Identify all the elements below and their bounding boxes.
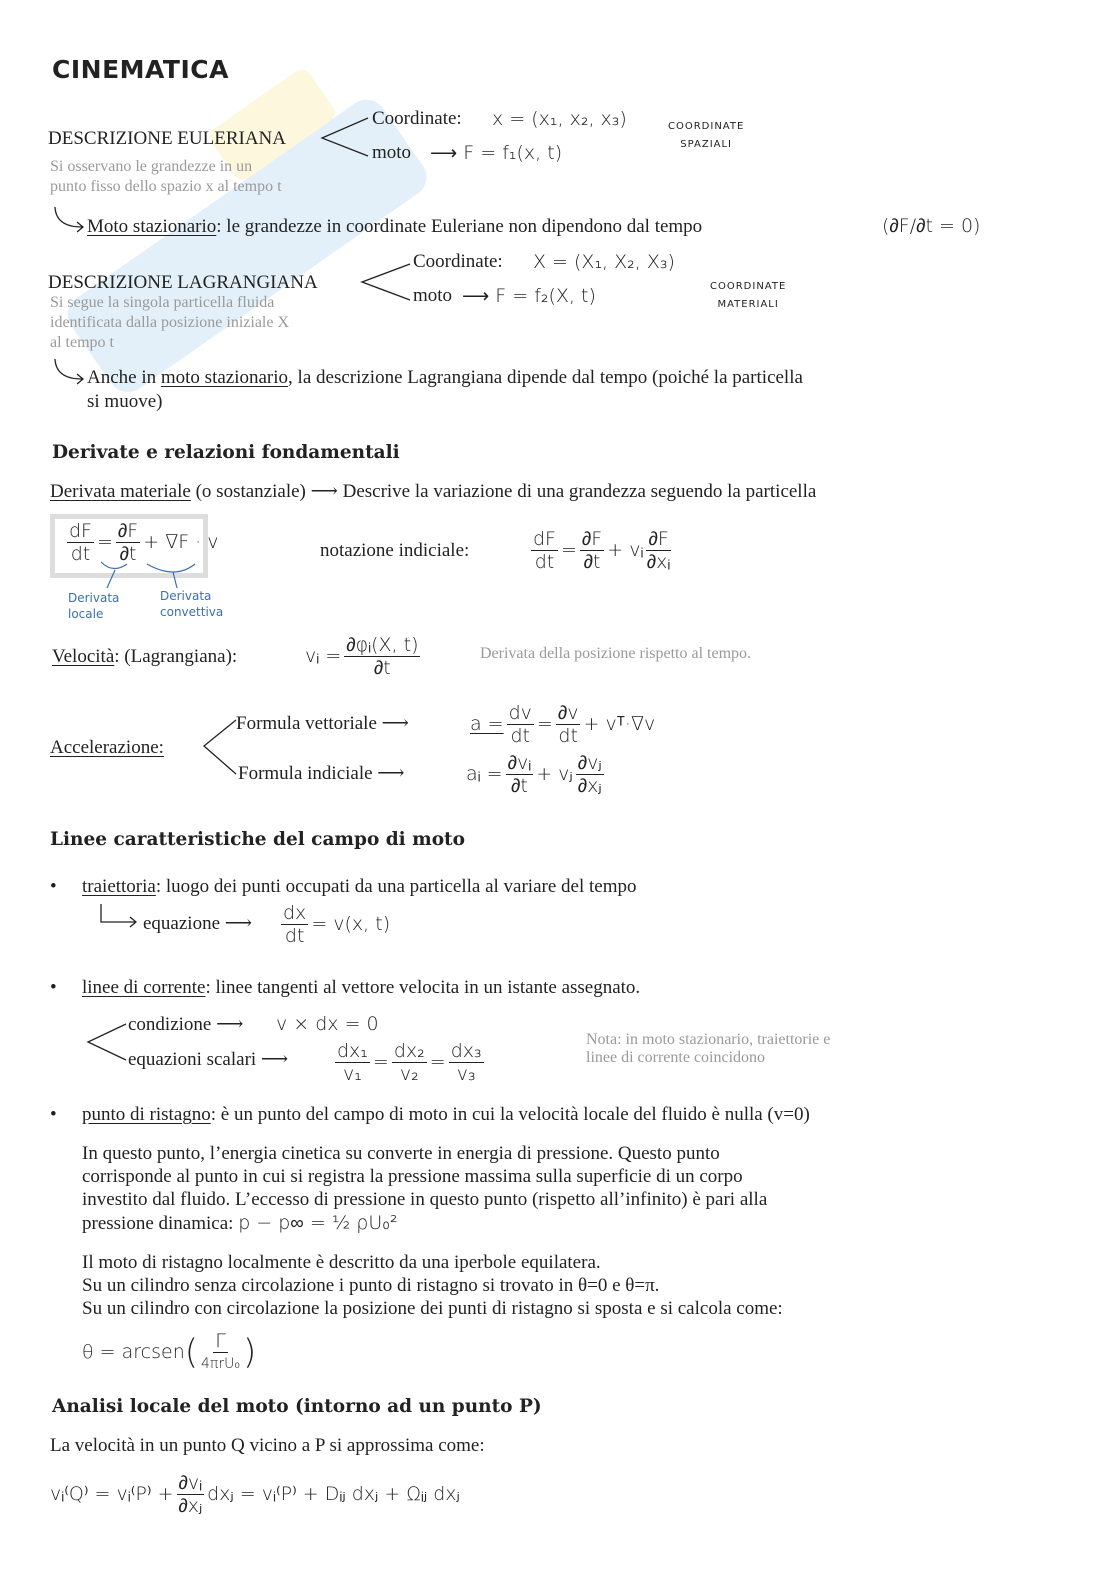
lagrange-coord-math: X = (X₁, X₂, X₃) — [533, 251, 675, 273]
euler-moto-formula: F = f₁(x, t) — [463, 142, 563, 164]
note-term: moto stazionario — [160, 367, 289, 388]
velocita-text: : (Lagrangiana): — [114, 646, 238, 667]
euler-desc-1: Si osservano le grandezze in un — [50, 158, 253, 175]
denominator: v₃ — [456, 1063, 476, 1085]
convective-term: + ∇F · v — [143, 531, 219, 553]
denominator: dt — [284, 925, 305, 947]
theta-formula — [82, 1330, 256, 1375]
branch-bracket — [318, 116, 370, 160]
numerator: dx₃ — [450, 1040, 482, 1062]
denominator: 4πrU₀ — [201, 1356, 240, 1372]
ristagno-item — [82, 1104, 810, 1126]
fraction — [67, 520, 94, 565]
brace-lines — [95, 560, 205, 590]
label-derivata-locale — [68, 590, 119, 622]
lagrange-heading: DESCRIZIONE LAGRANGIANA — [48, 272, 318, 293]
numerator: ∂vᵢ — [507, 752, 532, 774]
equation-rhs: = v(x, t) — [311, 913, 391, 935]
label-line: convettiva — [160, 605, 224, 619]
formula-rest: dxⱼ = vᵢ⁽P⁾ + Dᵢⱼ dxⱼ + Ωᵢⱼ dxⱼ — [207, 1483, 460, 1505]
bullet: • — [50, 876, 57, 897]
derivata-materiale — [50, 480, 816, 503]
analisi-formula — [50, 1472, 460, 1517]
ristagno-p2: corrisponde al punto in cui si registra la pressione massima sulla superficie di un corpo — [82, 1166, 743, 1187]
euler-stationary — [87, 216, 702, 238]
bullet: • — [50, 977, 57, 998]
velocity-term: + vⱼ — [536, 763, 573, 785]
ristagno-q2: Su un cilindro senza circolazione i punto di ristagno si trovato in θ=0 e θ=π. — [82, 1275, 660, 1296]
euler-coord-label: Coordinate: — [372, 108, 462, 129]
nota-1: Nota: in moto stazionario, traiettorie e — [586, 1031, 831, 1048]
denominator: dt — [558, 725, 578, 747]
indicial-formula: $\frac{dF}{dt}$ = $\frac{\partial F}{\partial t}$ + vᵢ $\frac{\partial F}{\text{∂xᵢ}}$ — [533, 528, 671, 573]
fraction — [580, 528, 604, 573]
fraction — [344, 634, 420, 679]
label-line: Derivata — [160, 589, 212, 603]
numerator: ∂φᵢ(X, t) — [346, 634, 419, 656]
velocita-label — [52, 646, 237, 668]
numerator: ∂v — [557, 702, 579, 724]
fraction — [449, 1040, 484, 1085]
hook-arrow-icon — [98, 902, 142, 930]
velocity-term: + vᵢ — [607, 539, 644, 561]
condizione-label: condizione ⟶ — [128, 1014, 244, 1035]
section-heading-derivate: Derivate e relazioni fondamentali — [52, 442, 400, 463]
euler-heading: DESCRIZIONE EULERIANA — [48, 128, 287, 149]
note-text: , la descrizione Lagrangiana dipende dal tempo (poiché la particella — [288, 367, 803, 388]
denominator: v₂ — [399, 1063, 419, 1085]
numerator: ∂F — [648, 528, 669, 550]
derivata-term: Derivata materiale — [50, 481, 191, 502]
scalar-equations: $\frac{\text{dx₁}}{\text{v₁}}$ = $\frac{\text{dx₂}}{\text{v₂}}$ = $\frac{\text{dx₃}}{\text{v₃}}$ — [337, 1040, 482, 1085]
page-title: CINEMATICA — [52, 55, 229, 84]
section-heading-analisi: Analisi locale del moto (intorno ad un punto P) — [52, 1396, 542, 1417]
paren: ( — [184, 1332, 199, 1373]
ristagno-text: : è un punto del campo di moto in cui la velocità locale del fluido è nulla (v=0) — [210, 1104, 810, 1125]
denominator: ∂t — [119, 543, 137, 565]
ristagno-p3: investito dal fluido. L’eccesso di pressione in questo punto (rispetto all’infinito) è pari alla — [82, 1189, 768, 1210]
accel-label — [50, 737, 164, 759]
accel-ind-label: Formula indiciale ⟶ — [238, 763, 405, 784]
ristagno-p4 — [82, 1212, 398, 1235]
ristagno-term: punto di ristagno — [82, 1104, 211, 1125]
denominator: v₁ — [343, 1063, 362, 1085]
denominator: ∂t — [373, 657, 391, 679]
fraction — [201, 1330, 240, 1375]
fraction — [507, 702, 534, 747]
corrente-text: : linee tangenti al vettore velocita in un istante assegnato. — [205, 977, 641, 998]
numerator: dF — [69, 520, 92, 542]
lagrange-moto-math: ⟶ F = f₂(X, t) — [462, 285, 596, 307]
indicial-label: notazione indiciale: — [320, 540, 470, 561]
stationary-term: Moto stazionario — [87, 216, 217, 237]
condizione-math: v × dx = 0 — [276, 1013, 379, 1035]
euler-moto-label: moto — [372, 142, 412, 163]
side-note-line: COORDINATE — [668, 121, 745, 132]
fraction — [177, 1472, 205, 1517]
numerator: dx₂ — [393, 1040, 425, 1062]
stationary-math: (∂F/∂t = 0) — [882, 215, 981, 237]
accel-term: Accelerazione: — [50, 737, 164, 758]
fraction — [506, 752, 534, 797]
euler-side-note — [668, 118, 744, 154]
velocita-term: Velocità — [52, 646, 115, 667]
lagrange-side-note — [710, 278, 786, 314]
lagrange-moto-label: moto — [413, 285, 453, 306]
ristagno-q3: Su un cilindro con circolazione la posizione dei punti di ristagno si sposta e si calcola come: — [82, 1298, 783, 1319]
lagrange-desc-1: Si segue la singola particella fluida — [50, 294, 275, 311]
branch-bracket — [84, 1020, 128, 1066]
equazione-label: equazione ⟶ — [143, 913, 252, 934]
accel-vett-label: Formula vettoriale ⟶ — [236, 713, 409, 734]
section-heading-linee: Linee caratteristiche del campo di moto — [50, 829, 465, 850]
pressione-label: pressione dinamica: — [82, 1213, 234, 1234]
denominator: ∂xⱼ — [178, 1495, 203, 1517]
stationary-text: : le grandezze in coordinate Euleriane non dipendono dal tempo — [216, 216, 703, 237]
side-note-line: MATERIALI — [717, 299, 779, 310]
scalari-label: equazioni scalari ⟶ — [128, 1049, 289, 1070]
velocity-lhs: vᵢ = — [305, 645, 342, 667]
label-derivata-convettiva — [160, 588, 223, 620]
side-note-line: SPAZIALI — [680, 139, 733, 150]
fraction — [531, 528, 558, 573]
numerator: dx₁ — [337, 1040, 368, 1062]
ristagno-q1: Il moto di ristagno localmente è descritto da una iperbole equilatera. — [82, 1252, 601, 1273]
numerator: ∂F — [117, 520, 139, 542]
euler-desc-2: punto fisso dello spazio x al tempo t — [50, 178, 282, 195]
branch-bracket — [358, 262, 412, 304]
denominator: dt — [534, 551, 555, 573]
accel-lhs: aᵢ = — [466, 763, 503, 785]
numerator: ∂vⱼ — [577, 752, 602, 774]
numerator: ∂vᵢ — [178, 1472, 203, 1494]
trajectory-equation — [278, 902, 390, 947]
hook-arrow-icon — [52, 357, 86, 387]
side-note-line: COORDINATE — [710, 281, 787, 292]
numerator: dv — [508, 702, 532, 724]
denominator: ∂t — [583, 551, 601, 573]
bullet: • — [50, 1104, 57, 1125]
pressione-math: p − p∞ = ½ ρU₀² — [238, 1212, 398, 1234]
lagrange-note-2: si muove) — [87, 391, 163, 412]
derivata-text: (o sostanziale) ⟶ Descrive la variazione di una grandezza seguendo la particella — [190, 481, 817, 502]
fraction — [281, 902, 308, 947]
numerator: dF — [533, 528, 556, 550]
material-derivative-formula: $\frac{dF}{dt}$ = $\frac{\partial F}{\partial t}$ + ∇F · v — [69, 520, 219, 565]
denominator: dt — [510, 725, 531, 747]
fraction — [335, 1040, 370, 1085]
denominator: dt — [70, 543, 91, 565]
velocita-note: Derivata della posizione rispetto al tempo. — [480, 645, 752, 662]
denominator: ∂xⱼ — [577, 775, 602, 797]
numerator: dx — [283, 902, 307, 924]
lagrange-coord-label: Coordinate: — [413, 251, 503, 272]
numerator: ∂F — [581, 528, 603, 550]
euler-moto-math: ⟶ F = f₁(x, t) — [430, 142, 563, 164]
accel-lhs: a = — [470, 713, 504, 735]
lagrange-desc-3: al tempo t — [50, 334, 114, 351]
accel-rest: + vᵀ·∇v — [583, 713, 656, 735]
accel-ind-formula — [466, 752, 607, 797]
corrente-item — [82, 977, 640, 999]
denominator: ∂xᵢ — [646, 551, 671, 573]
nota-2: linee di corrente coincidono — [586, 1049, 766, 1066]
branch-bracket — [200, 718, 240, 778]
fraction — [392, 1040, 427, 1085]
lagrange-note — [87, 367, 803, 389]
theta-lhs: θ = arcsen — [82, 1341, 185, 1363]
formula-lhs: vᵢ⁽Q⁾ = vᵢ⁽P⁾ + — [50, 1483, 174, 1505]
paren: ) — [242, 1332, 257, 1373]
traiettoria-item — [82, 876, 636, 898]
fraction — [556, 702, 581, 747]
fraction — [116, 520, 140, 565]
label-line: Derivata — [68, 591, 120, 605]
euler-coord-math: x = (x₁, x₂, x₃) — [492, 108, 627, 130]
analisi-intro: La velocità in un punto Q vicino a P si approssima come: — [50, 1435, 485, 1456]
lagrange-desc-2: identificata dalla posizione iniziale X — [50, 314, 290, 331]
fraction — [576, 752, 604, 797]
ristagno-p1: In questo punto, l’energia cinetica su converte in energia di pressione. Questo punto — [82, 1143, 720, 1164]
note-text: Anche in — [87, 367, 161, 388]
hook-arrow-icon — [52, 205, 86, 235]
velocity-formula — [305, 634, 423, 679]
traiettoria-text: : luogo dei punti occupati da una particella al variare del tempo — [155, 876, 637, 897]
label-line: locale — [68, 607, 104, 621]
fraction — [646, 528, 670, 573]
numerator: Γ — [215, 1330, 226, 1352]
denominator: ∂t — [510, 775, 528, 797]
corrente-term: linee di corrente — [82, 977, 206, 998]
accel-vett-formula: a = $\frac{dv}{dt}$ = $\frac{\partial v}{dt}$ + vᵀ·∇v — [470, 702, 656, 747]
traiettoria-term: traiettoria — [82, 876, 156, 897]
